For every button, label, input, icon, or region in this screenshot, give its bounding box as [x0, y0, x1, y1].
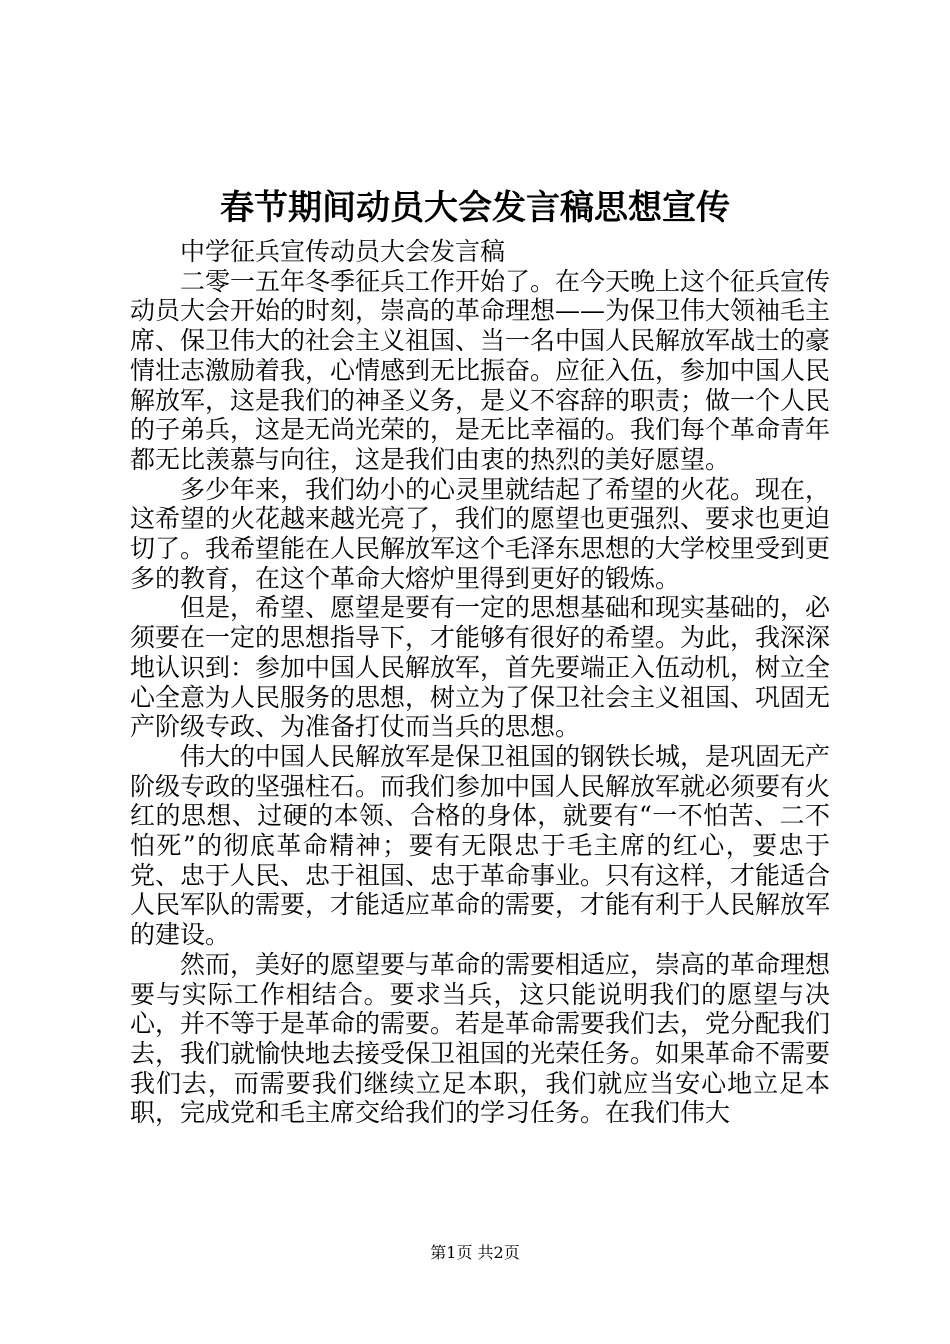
paragraph-subtitle: 中学征兵宣传动员大会发言稿 — [180, 237, 506, 266]
document-title: 春节期间动员大会发言稿思想宣传 — [220, 188, 730, 228]
paragraph-5: 然而，美好的愿望要与革命的需要相适应，崇高的革命理想要与实际工作相结合。要求当兵，这只能说明我们的愿望与决心，并不等于是革命的需要。若是革命需要我们去，党分配我们去，我们就愉快地去接受保卫祖国的光荣任务。如果革命不需要我们去，而需要我们继续立足本职，我们就应当安心地立足本职，完成党和毛主席交给我们的学习任务。在我们伟大 — [130, 949, 831, 1128]
paragraph-3: 但是，希望、愿望是要有一定的思想基础和现实基础的，必须要在一定的思想指导下，才能够有很好的希望。为此，我深深地认识到：参加中国人民解放军，首先要端正入伍动机，树立全心全意为人民服务的思想，树立为了保卫社会主义祖国、巩固无产阶级专政、为准备打仗而当兵的思想。 — [130, 593, 831, 742]
paragraph-2: 多少年来，我们幼小的心灵里就结起了希望的火花。现在，这希望的火花越来越光亮了，我们的愿望也更强烈、要求也更迫切了。我希望能在人民解放军这个毛泽东思想的大学校里受到更多的教育，在这个革命大熔炉里得到更好的锻炼。 — [130, 474, 831, 593]
page-footer: 第1页 共2页 — [430, 1243, 520, 1262]
document-body — [130, 237, 830, 1128]
paragraph-1: 二零一五年冬季征兵工作开始了。在今天晚上这个征兵宣传动员大会开始的时刻，崇高的革命理想——为保卫伟大领袖毛主席、保卫伟大的社会主义祖国、当一名中国人民解放军战士的豪情壮志激励着我，心情感到无比振奋。应征入伍，参加中国人民解放军，这是我们的神圣义务，是义不容辞的职责；做一个人民的子弟兵，这是无尚光荣的，是无比幸福的。我们每个革命青年都无比羡慕与向往，这是我们由衷的热烈的美好愿望。 — [130, 266, 831, 474]
paragraph-4: 伟大的中国人民解放军是保卫祖国的钢铁长城，是巩固无产阶级专政的坚强柱石。而我们参加中国人民解放军就必须要有火红的思想、过硬的本领、合格的身体，就要有“一不怕苦、二不怕死”的彻底革命精神；要有无限忠于毛主席的红心，要忠于党、忠于人民、忠于祖国、忠于革命事业。只有这样，才能适合人民军队的需要，才能适应革命的需要，才能有利于人民解放军的建设。 — [130, 741, 831, 950]
